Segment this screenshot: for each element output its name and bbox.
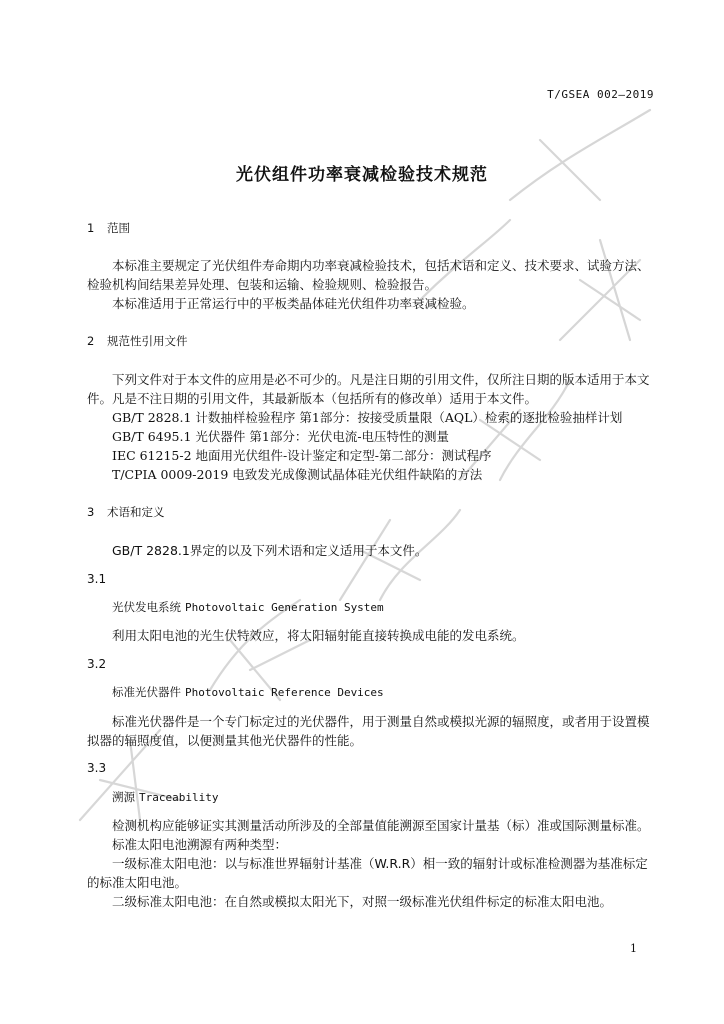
paragraph: 二级标准太阳电池：在自然或模拟太阳光下，对照一级标准光伏组件标定的标准太阳电池。: [112, 894, 613, 909]
paragraph: 一级标准太阳电池：以与标准世界辐射计基准（W.R.R）相一致的辐射计或标准检测器为基准标定的标准太阳电池。: [87, 856, 648, 890]
section-body-references: [87, 370, 657, 408]
term-number: 3.2: [87, 657, 107, 671]
section-heading-references: [87, 333, 188, 349]
section-number: 3: [87, 505, 95, 519]
reference-item: IEC 61215-2 地面用光伏组件-设计鉴定和定型-第二部分：测试程序: [112, 448, 492, 463]
term-heading: [112, 789, 218, 805]
page-number: 1: [630, 942, 637, 955]
term-en: Photovoltaic Generation System: [185, 601, 384, 614]
term-definition: [87, 712, 657, 750]
section-title: 规范性引用文件: [107, 334, 188, 348]
term-heading: [112, 684, 384, 700]
term-zh: 溯源: [112, 790, 135, 804]
section-title: 术语和定义: [107, 505, 165, 519]
section-intro-terms: [87, 541, 657, 560]
section-heading-terms: [87, 504, 165, 520]
paragraph: 本标准主要规定了光伏组件寿命期内功率衰减检验技术，包括术语和定义、技术要求、试验方法、检验机构间结果差异处理、包装和运输、检验规则、检验报告。: [87, 258, 650, 292]
section-number: 2: [87, 334, 95, 348]
paragraph: 标准太阳电池溯源有两种类型：: [112, 837, 288, 852]
term-number: 3.1: [87, 572, 107, 586]
section-number: 1: [87, 221, 95, 235]
paragraph: 检测机构应能够证实其测量活动所涉及的全部量值能溯源至国家计量基（标）准或国际测量标准。: [112, 818, 650, 833]
reference-item: GB/T 6495.1 光伏器件 第1部分：光伏电流-电压特性的测量: [112, 429, 450, 444]
term-zh: 光伏发电系统: [112, 600, 181, 614]
term-en: Traceability: [139, 791, 219, 804]
reference-item: T/CPIA 0009-2019 电致发光成像测试晶体硅光伏组件缺陷的方法: [112, 467, 483, 482]
paragraph: GB/T 2828.1界定的以及下列术语和定义适用于本文件。: [112, 543, 428, 558]
section-title: 范围: [107, 221, 130, 235]
reference-list: [112, 408, 622, 484]
paragraph: 利用太阳电池的光生伏特效应，将太阳辐射能直接转换成电能的发电系统。: [112, 628, 525, 643]
paragraph: 本标准适用于正常运行中的平板类晶体硅光伏组件功率衰减检验。: [112, 296, 475, 311]
document-code: T/GSEA 002—2019: [547, 88, 654, 101]
term-definition: [87, 626, 657, 645]
term-heading: [112, 599, 384, 615]
term-definition: [87, 816, 657, 911]
page-title: 光伏组件功率衰减检验技术规范: [236, 165, 488, 185]
term-zh: 标准光伏器件: [112, 685, 181, 699]
section-heading-scope: [87, 220, 130, 236]
reference-item: GB/T 2828.1 计数抽样检验程序 第1部分：按接受质量限（AQL）检索的逐批检验抽样计划: [112, 410, 623, 425]
term-number: 3.3: [87, 761, 107, 775]
paragraph: 下列文件对于本文件的应用是必不可少的。凡是注日期的引用文件，仅所注日期的版本适用于本文件。凡是不注日期的引用文件，其最新版本（包括所有的修改单）适用于本文件。: [87, 372, 650, 406]
paragraph: 标准光伏器件是一个专门标定过的光伏器件，用于测量自然或模拟光源的辐照度，或者用于设置模拟器的辐照度值，以便测量其他光伏器件的性能。: [87, 714, 650, 748]
section-body-scope: [87, 256, 657, 313]
term-en: Photovoltaic Reference Devices: [185, 686, 384, 699]
